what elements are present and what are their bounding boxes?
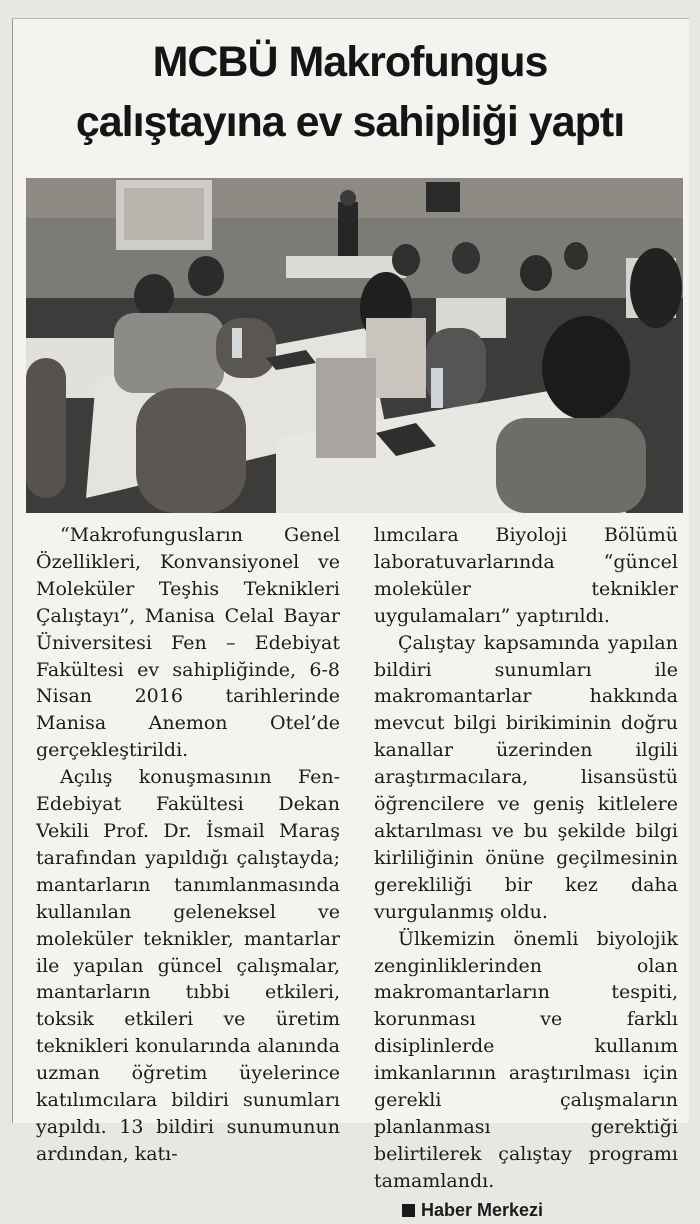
byline-text: Haber Merkezi [421, 1199, 544, 1220]
headline-line-2: çalıştayına ev sahipliği yaptı [75, 98, 625, 146]
paragraph: lımcılara Biyoloji Bölümü laboratuvarlarında “güncel moleküler teknikler uygulamaları” yaptırıldı. [374, 524, 678, 627]
paragraph: Açılış konuşmasının Fen-Edebiyat Fakültesi Dekan Vekili Prof. Dr. İsmail Maraş tarafından yapıldığı çalıştayda; mantarların tanımlanmasında kullanılan geleneksel ve moleküler teknikler, mantarlar ile yapılan güncel çalışmalar, mantarların tıbbi etkileri, toksik etkileri ve üretim teknikleri konularında alanında uzman öğretim üyelerince katılımcılara bildiri sunumları yapıldı. 13 bildiri sunumunun ardından, katı- [36, 766, 340, 1165]
byline [374, 1197, 678, 1224]
paragraph: Ülkemizin önemli biyolojik zenginliklerinden olan makromantarların tespiti, korunması ve farklı disiplinlerde kullanım imkanlarının araştırılması için gerekli çalışmaların planlanması gerektiği belirtilerek çalıştay programı tamamlandı. [374, 927, 678, 1192]
square-bullet-icon [402, 1204, 415, 1217]
paragraph: “Makrofungusların Genel Özellikleri, Konvansiyonel ve Moleküler Teşhis Teknikleri Çalıştayı”, Manisa Celal Bayar Üniversitesi Fen – Edebiyat Fakültesi ev sahipliğinde, 6-8 Nisan 2016 tarihlerinde Manisa Anemon Otel’de gerçekleştirildi. [36, 524, 340, 762]
right-column [374, 522, 678, 1224]
conference-photo [26, 178, 683, 513]
left-column [36, 522, 340, 1168]
conference-photo-icon [26, 178, 683, 513]
headline-line-1: MCBÜ Makrofungus [152, 38, 548, 86]
paragraph: Çalıştay kapsamında yapılan bildiri sunumları ile makromantarlar hakkında mevcut bilgi birikiminin doğru kanallar üzerinden ilgili araştırmacılara, lisansüstü öğrencilere ve geniş kitlelere aktarılması ve bu şekilde bilgi kirliliğinin önüne geçilmesinin gerekliliği bir kez daha vurgulanmış oldu. [374, 631, 678, 923]
